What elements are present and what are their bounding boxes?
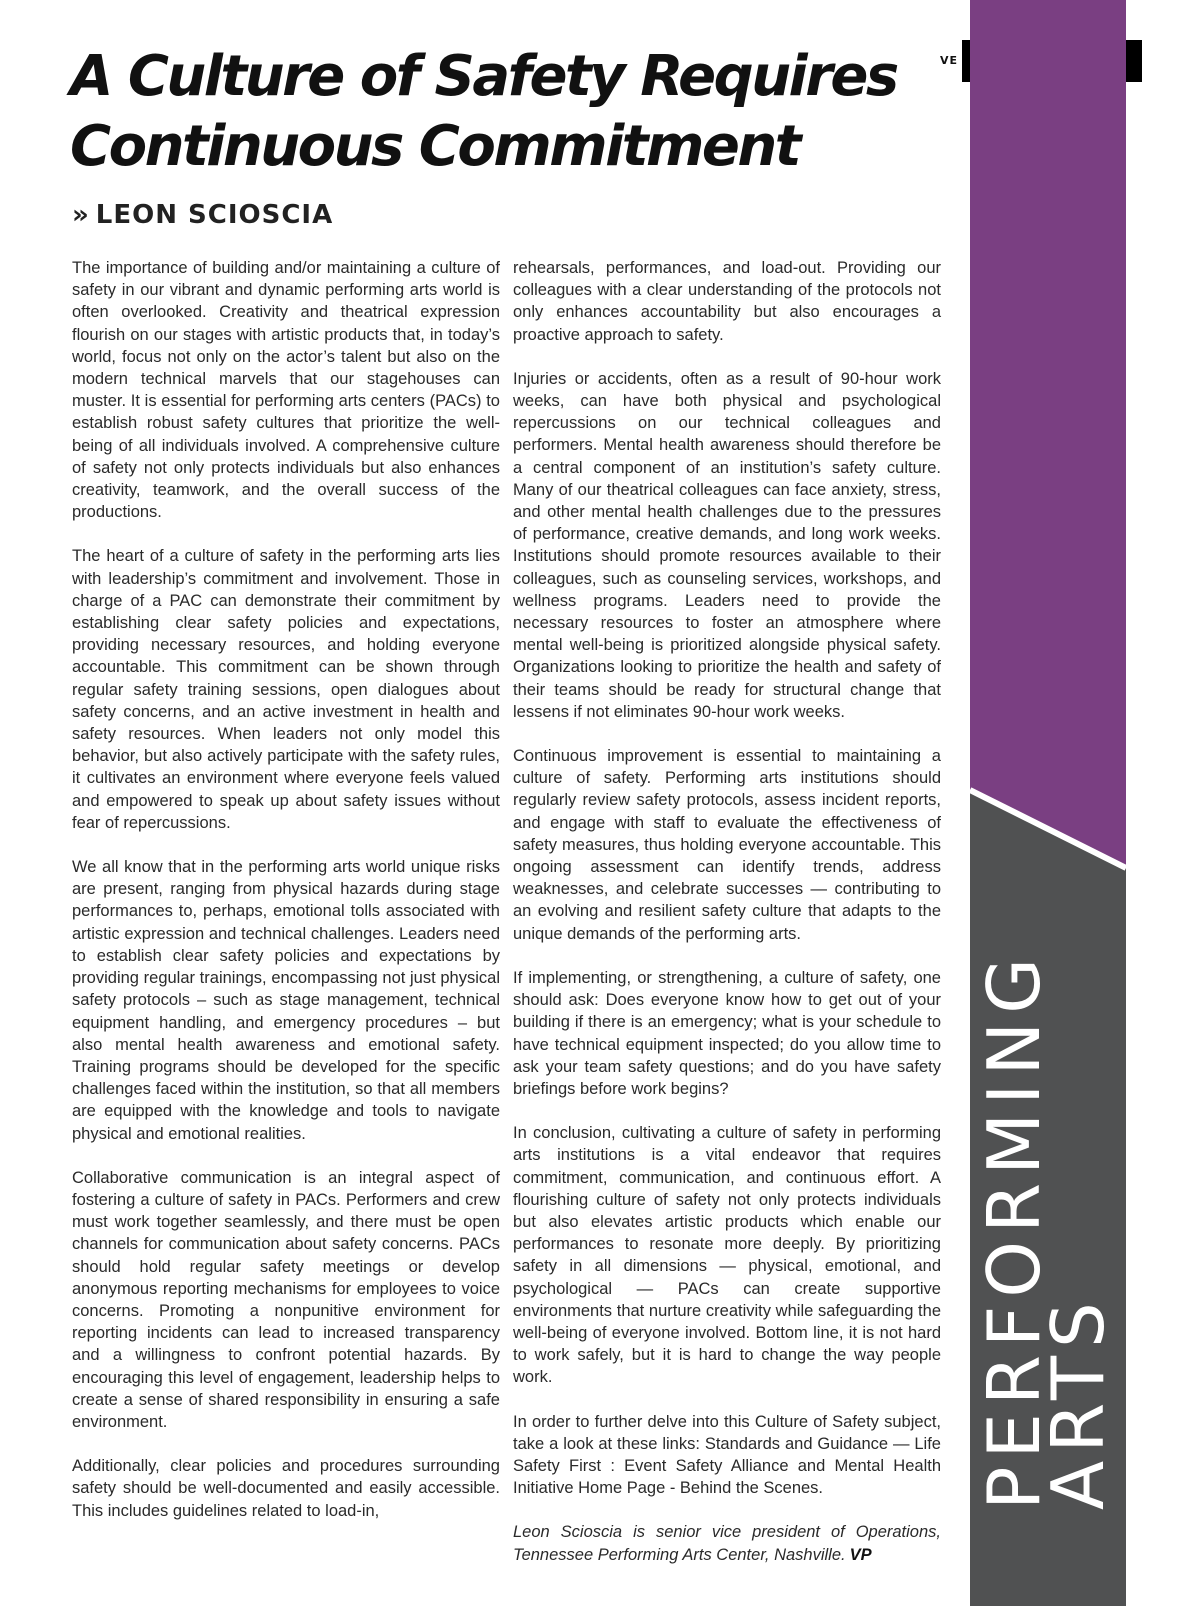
paragraph: Injuries or accidents, often as a result of 90-hour work weeks, can have both physical and psychological repercussions on our technical colleagues and performers. Mental health awareness should therefore be a central component of an institution’s safety culture. Many of our theatrical colleagues can face anxiety, stress, and other mental health challenges due to the pressures of performance, creative demands, and long work weeks. Institutions should promote resources available to their colleagues, such as counseling services, workshops, and wellness programs. Leaders need to provide the necessary resources to foster an atmosphere where mental well-being is prioritized alongside physical safety. Organizations looking to prioritize the health and safety of their teams should be ready for structural change that lessens if not eliminates 90-hour work weeks.: [513, 369, 941, 721]
right-column: [513, 257, 941, 1588]
paragraph: In conclusion, cultivating a culture of safety in performing arts institutions is a vital endeavor that requires commitment, communication, and continuous effort. A flourishing culture of safety not only protects individuals but also elevates artistic products which enable our performances to resonate more deeply. By prioritizing safety in all dimensions — physical, emotional, and psychological — PACs can create supportive environments that nurture creativity while safeguarding the well-being of everyone involved. Bottom line, it is not hard to work safely, but it is hard to change the way people work.: [513, 1124, 941, 1387]
paragraph: If implementing, or strengthening, a culture of safety, one should ask: Does everyone know how to get out of your building if there is an emergency; what is your schedule to have technical equipment inspected; do you allow time to ask your team safety questions; and do you have safety briefings before work begins?: [513, 968, 941, 1098]
paragraph: Continuous improvement is essential to maintaining a culture of safety. Performing arts institutions should regularly review safety protocols, assess incident reports, and engage with staff to evaluate the effectiveness of safety measures, thus holding everyone accountable. This ongoing assessment can identify trends, address weaknesses, and celebrate successes — contributing to an evolving and resilient safety culture that adapts to the unique demands of the performing arts.: [513, 747, 941, 943]
article-title: A Culture of Safety Requires Continuous Commitment: [70, 44, 897, 179]
section-label-line2: ARTS: [1036, 1294, 1120, 1510]
paragraph: Collaborative communication is an integral aspect of fostering a culture of safety in PACs. Performers and crew must work together seamlessly, and there must be open channels for communication about safety concerns. PACs should hold regular safety meetings or develop anonymous reporting mechanisms for employees to voice concerns. Promoting a nonpunitive environment for reporting incidents can lead to increased transparency and a willingness to confront potential hazards. By encouraging this level of engagement, leadership helps to create a sense of shared responsibility in ensuring a safe environment.: [72, 1168, 500, 1431]
byline-chevron-icon: »: [72, 200, 90, 230]
paragraph: The heart of a culture of safety in the performing arts lies with leadership’s commitment and involvement. Those in charge of a PAC can demonstrate their commitment by establishing clear safety policies and expectations, providing necessary resources, and holding everyone accountable. This commitment can be shown through regular safety training sessions, open dialogues about safety concerns, and an active investment in health and safety resources. When leaders not only model this behavior, but also actively participate with the safety rules, it cultivates an environment where everyone feels valued and empowered to speak up about safety issues without fear of repercussions.: [72, 547, 500, 832]
bio-text: Leon Scioscia is senior vice president of Operations, Tennessee Performing Arts Center, Nashville.: [513, 1523, 941, 1564]
left-column: [72, 257, 500, 1544]
paragraph: Additionally, clear policies and procedures surrounding safety should be well-documented and easily accessible. This includes guidelines related to load-in,: [72, 1457, 500, 1520]
magazine-brand: VE: [940, 54, 959, 67]
author-bio: [513, 1521, 941, 1565]
byline: [72, 200, 333, 230]
section-label: [972, 949, 1120, 1510]
section-label-line1: PERFORMING: [972, 949, 1056, 1510]
paragraph: rehearsals, performances, and load-out. Providing our colleagues with a clear understanding of the protocols not only enhances accountability but also encourages a proactive approach to safety.: [513, 259, 941, 344]
end-mark: VP: [849, 1545, 872, 1564]
paragraph: We all know that in the performing arts world unique risks are present, ranging from physical hazards during stage performances to, perhaps, emotional tolls associated with artistic expression and technical challenges. Leaders need to establish clear safety policies and expectations by providing regular trainings, encompassing not just physical safety protocols – such as stage management, technical equipment handling, and emergency procedures – but also mental health awareness and emotional safety. Training programs should be developed for the specific challenges faced within the institution, so that all members are equipped with the knowledge and tools to navigate physical and emotional realities.: [72, 858, 500, 1143]
paragraph: In order to further delve into this Culture of Safety subject, take a look at these links: Standards and Guidance — Life Safety First : Event Safety Alliance and Mental Health Initiative Home Page - Behind the Scenes.: [513, 1412, 941, 1498]
author-name: LEON SCIOSCIA: [95, 200, 334, 230]
paragraph: The importance of building and/or maintaining a culture of safety in our vibrant and dynamic performing arts world is often overlooked. Creativity and theatrical expression flourish on our stages with artistic products that, in today’s world, focus not only on the actor’s talent but also on the modern technical marvels that our stagehouses can muster. It is essential for performing arts centers (PACs) to establish robust safety cultures that prioritize the well-being of all individuals involved. A comprehensive culture of safety not only protects individuals but also enhances creativity, teamwork, and the overall success of the productions.: [72, 259, 500, 522]
